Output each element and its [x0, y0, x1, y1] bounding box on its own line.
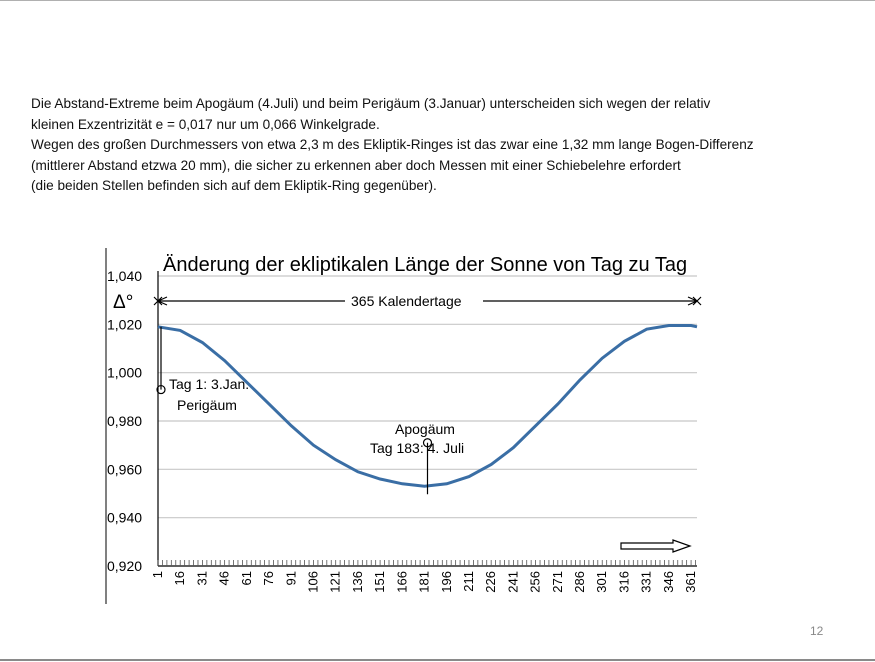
x-tick-label: 226	[483, 571, 499, 593]
paragraph-line-4: (mittlerer Abstand etzwa 20 mm), die sicher zu erkennen aber doch Messen mit einer Schiebelehre erfordert	[31, 157, 681, 173]
x-tick-label: 316	[616, 571, 632, 593]
x-tick-label: 121	[327, 571, 343, 593]
x-tick-label: 136	[349, 571, 365, 593]
x-tick-label: 1	[150, 571, 165, 579]
y-axis-label: Δ°	[113, 292, 134, 313]
x-tick-label: 286	[572, 571, 588, 593]
x-tick-label: 346	[660, 571, 676, 593]
x-tick-label: 181	[416, 571, 432, 593]
x-tick-label: 361	[683, 571, 699, 593]
x-tick-label: 61	[238, 571, 254, 586]
x-tick-label: 151	[372, 571, 388, 593]
y-tick-label: 1,040	[107, 268, 143, 284]
y-tick-label: 0,980	[107, 413, 143, 429]
perigee-label-name: Perigäum	[177, 397, 237, 413]
bottom-border	[0, 659, 875, 661]
apogee-label-day: Tag 183: 4. Juli	[370, 440, 465, 456]
span-label: 365 Kalendertage	[351, 293, 462, 309]
x-tick-label: 91	[283, 571, 299, 586]
x-tick-label: 211	[460, 571, 476, 592]
x-tick-label: 256	[527, 571, 543, 593]
x-tick-label: 46	[216, 571, 232, 586]
x-tick-label: 301	[594, 571, 610, 593]
x-tick-label: 271	[549, 571, 565, 593]
x-tick-label: 196	[438, 571, 454, 593]
chart-title: Änderung der ekliptikalen Länge der Sonne von Tag zu Tag	[163, 254, 688, 276]
x-tick-label: 76	[261, 571, 277, 586]
y-tick-label: 1,020	[107, 316, 143, 333]
y-tick-label: 0,940	[107, 509, 143, 526]
top-border	[0, 0, 875, 1]
apogee-label-name: Apogäum	[395, 421, 455, 437]
ecliptic-longitude-chart	[105, 246, 705, 604]
slide-number: 12	[810, 624, 824, 638]
paragraph-line-3: Wegen des großen Durchmessers von etwa 2,3 m des Ekliptik-Ringes ist das zwar eine 1,32 mm lange Bogen-Differenz	[31, 137, 754, 152]
y-tick-label: 0,960	[107, 461, 143, 478]
paragraph-line-5: (die beiden Stellen befinden sich auf dem Ekliptik-Ring gegenüber).	[31, 178, 437, 193]
x-tick-label: 16	[172, 571, 188, 586]
description-paragraph	[31, 94, 861, 197]
perigee-label-day: Tag 1: 3.Jan.	[169, 376, 250, 392]
y-tick-label: 0,920	[107, 558, 143, 574]
x-tick-label: 106	[305, 571, 321, 593]
y-tick-label: 1,000	[107, 364, 143, 381]
x-tick-label: 331	[638, 571, 654, 593]
x-tick-label: 166	[394, 571, 410, 593]
x-tick-label: 241	[505, 571, 521, 593]
paragraph-line-1: Die Abstand-Extreme beim Apogäum (4.Juli) und beim Perigäum (3.Januar) unterscheiden sich wegen der relativ	[31, 96, 711, 111]
paragraph-line-2: kleinen Exzentrizität e = 0,017 nur um 0,066 Winkelgrade.	[31, 116, 380, 132]
x-tick-label: 31	[194, 571, 210, 586]
